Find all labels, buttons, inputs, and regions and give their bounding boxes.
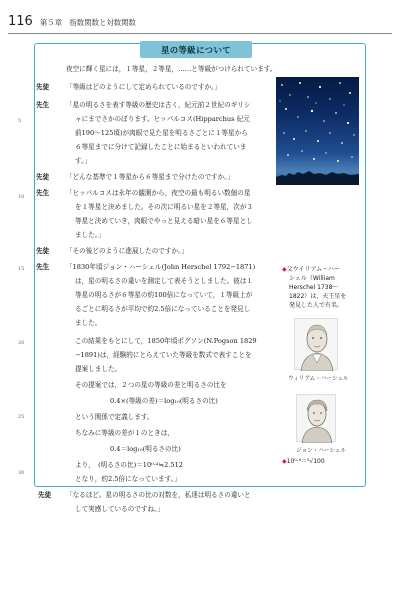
header-divider	[8, 33, 392, 34]
formula-unit-difference: 0.4＝log₁₀(明るさの比)	[110, 445, 181, 453]
dialogue-line: という関係で定義します。	[75, 413, 154, 421]
section-title: 星の等級について	[140, 41, 252, 58]
dialogue-line: 「ヒッパルコスは永年の観測から，夜空の最も明るい数個の星	[66, 189, 251, 197]
speaker-student: 先徒	[38, 491, 52, 499]
side-note: ◆父ウイリアム・ハー	[282, 266, 341, 273]
speaker-student: 先徒	[36, 173, 50, 181]
star-field-icon	[276, 77, 359, 185]
dialogue-line: となり，約2.5倍になっています。」	[75, 475, 181, 483]
dialogue-line: 「星の明るさを表す等級の歴史は古く，紀元前２世紀のギリシ	[66, 101, 251, 109]
line-number-10: 10	[18, 194, 25, 200]
chapter-title: 第５章 指数関数と対数関数	[39, 18, 136, 27]
dialogue-line: ました。	[75, 319, 102, 327]
page-number: 116	[8, 14, 33, 29]
dialogue-line: を１等星と決めました。その次に明るい星を２等星，次が３	[75, 203, 254, 211]
dialogue-line: 等星と決めていき，肉眼でやっと見える暗い星を６等星とし	[75, 217, 253, 225]
dialogue-line: ちなみに等級の差が１のときは，	[75, 429, 174, 437]
page-header	[8, 14, 136, 32]
dialogue-line: す。」	[75, 157, 91, 165]
speaker-teacher: 先生	[36, 101, 50, 109]
line-number-15: 15	[18, 266, 25, 272]
dialogue-line: ャにまでさかのぼります。ヒッパルコス(Hipparchus 紀元	[75, 115, 250, 123]
speaker-student: 先徒	[36, 83, 50, 91]
dialogue-line: その提案では，２つの星の等級の差と明るさの比を	[75, 381, 227, 389]
line-number-30: 30	[18, 470, 25, 476]
speaker-teacher: 先生	[36, 263, 50, 271]
dialogue-line: るごとに明るさが平均で約2.5倍になっていることを発見し	[75, 305, 251, 313]
dialogue-line: ６等星までに分けて記録したことに始まるといわれていま	[75, 143, 247, 151]
dialogue-line: は，星の明るさの違いを測定して表そうとしました。彼は１	[75, 277, 254, 285]
john-herschel-portrait	[296, 394, 336, 442]
dialogue-line: 「1830年頃ジョン・ハーシェル(John Herschel 1792−1871)	[66, 263, 256, 271]
dialogue-line: 「その後どのように進展したのですか。」	[66, 247, 188, 255]
night-sky-photo	[276, 77, 359, 185]
formula-marker-icon: ◆	[282, 458, 287, 465]
formula-magnitude: 0.4×(等級の差)＝log₁₀(明るさの比)	[110, 397, 218, 405]
dialogue-line: より， (明るさの比)＝10⁰·⁴≒2.512	[75, 461, 183, 469]
dialogue-line: ました。」	[75, 231, 105, 239]
dialogue-line: 等星の明るさが６等星の約100倍になっていて，１等級上が	[75, 291, 253, 299]
dialogue-line: 前190〜125頃)が肉眼で見た星を明るさごとに１等星から	[75, 129, 248, 137]
caption-john: ジョン・ハーシェル	[296, 448, 347, 454]
intro-text: 夜空に輝く星には，１等星，２等星，……と等級がつけられています。	[66, 65, 277, 73]
side-formula: ◆10⁰·⁴＝⁵√100	[282, 458, 325, 465]
side-note-line: 1822）は，天王星を	[289, 293, 347, 300]
note-marker-icon: ◆	[282, 266, 287, 273]
dialogue-line: して実感しているのですね。」	[75, 505, 165, 513]
william-herschel-portrait	[294, 318, 338, 370]
dialogue-line: 「なるほど。星の明るさの比の対数を，私達は明るさの違いと	[66, 491, 251, 499]
speaker-student: 先徒	[36, 247, 50, 255]
side-note-line: Herschel 1738〜	[289, 284, 339, 291]
side-note-line: シェル（William	[289, 275, 335, 282]
dialogue-line: −1891)は，経験的にとらえていた等級を数式で表すことを	[75, 351, 252, 359]
line-number-25: 25	[18, 414, 25, 420]
dialogue-line: 提案しました。	[75, 365, 122, 373]
dialogue-line: 「どんな基準で１等星から６等星まで分けたのですか。」	[66, 173, 235, 181]
caption-william: ウィリアム・ハーシェル	[288, 376, 349, 382]
side-note-line: 発見した人で有名。	[289, 302, 344, 309]
line-number-5: 5	[18, 118, 22, 124]
line-number-20: 20	[18, 340, 25, 346]
dialogue-line: この結果をもとにして，1850年頃ポグソン(N.Pogson 1829	[75, 337, 257, 345]
dialogue-line: 「等級はどのようにして定められているのですか。」	[66, 83, 221, 91]
speaker-teacher: 先生	[36, 189, 50, 197]
